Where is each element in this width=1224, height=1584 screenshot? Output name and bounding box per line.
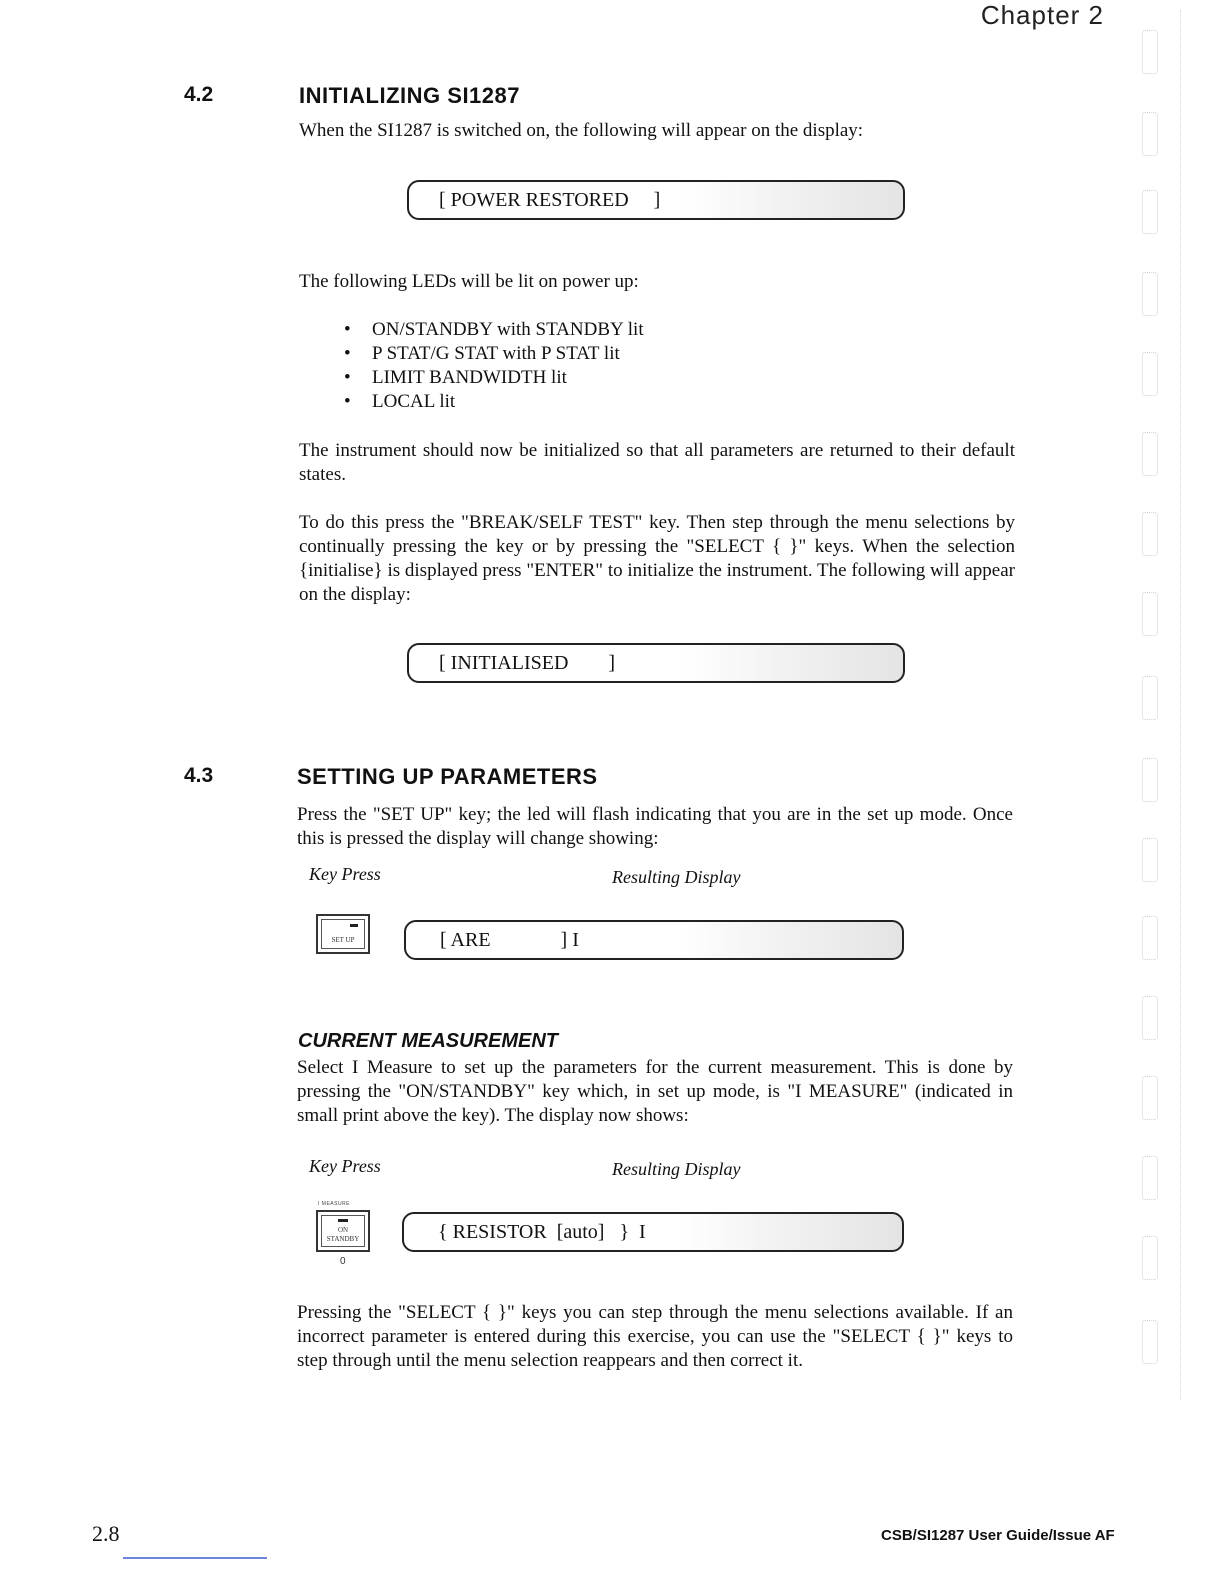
key-label-line2: STANDBY — [326, 1235, 360, 1243]
current-measurement-heading: CURRENT MEASUREMENT — [298, 1030, 558, 1052]
current-measurement-paragraph: Select I Measure to set up the parameters for the current measurement. This is done by pressing the "ON/STANDBY" key which, in set up mode, is "I MEASURE" (indicated in small print above the key). The display now shows: — [297, 1057, 1013, 1126]
list-item: • LIMIT BANDWIDTH lit — [372, 366, 644, 390]
lcd-text: [ POWER RESTORED ] — [439, 189, 661, 211]
list-item: • P STAT/G STAT with P STAT lit — [372, 342, 644, 366]
lcd-text: [ INITIALISED ] — [439, 652, 616, 674]
resulting-display-label-2: Resulting Display — [612, 1159, 741, 1179]
key-label-line1: ON — [337, 1226, 349, 1234]
section-title-setting-up: SETTING UP PARAMETERS — [297, 764, 598, 789]
chapter-header: Chapter 2 — [980, 0, 1104, 30]
setup-key-icon — [316, 914, 370, 954]
key-press-label: Key Press — [309, 864, 381, 884]
setup-key-label: SET UP — [331, 936, 355, 944]
led-list — [372, 318, 644, 414]
page-number: 2.8 — [92, 1521, 120, 1546]
lcd-display-power-restored — [407, 180, 905, 220]
lcd-display-are — [404, 920, 904, 960]
list-item: • ON/STANDBY with STANDBY lit — [372, 318, 644, 342]
select-paragraph: Pressing the "SELECT { }" keys you can step through the menu selections available. If an incorrect parameter is entered during this exercise, you can use the "SELECT { }" keys to step through until the menu selection reappears and then correct it. — [297, 1302, 1013, 1371]
section-number-4-3: 4.3 — [184, 764, 214, 787]
document-id: CSB/SI1287 User Guide/Issue AF — [881, 1527, 1115, 1544]
setup-intro-paragraph: Press the "SET UP" key; the led will flash indicating that you are in the set up mode. Once this is pressed the display will change showing: — [297, 804, 1013, 849]
scan-edge-marks — [1138, 20, 1184, 1400]
key-below-label: 0 — [340, 1256, 346, 1267]
lcd-text: { RESISTOR [auto] } I — [438, 1221, 646, 1243]
initialize-paragraph: The instrument should now be initialized so that all parameters are returned to their default states. — [299, 440, 1015, 485]
steps-paragraph: To do this press the "BREAK/SELF TEST" key. Then step through the menu selections by continually pressing the key or by pressing the "SELECT { }" keys. When the selection {initialise} is displayed press "ENTER" to initialize the instrument. The following will appear on the display: — [299, 512, 1015, 605]
lcd-display-initialised — [407, 643, 905, 683]
list-item: • LOCAL lit — [372, 390, 644, 414]
leds-intro-paragraph: The following LEDs will be lit on power up: — [299, 271, 639, 292]
section-number-4-2: 4.2 — [184, 83, 214, 106]
key-led-indicator — [338, 1219, 348, 1222]
key-press-label-2: Key Press — [309, 1156, 381, 1176]
resulting-display-label: Resulting Display — [612, 867, 741, 887]
lcd-display-resistor — [402, 1212, 904, 1252]
key-led-indicator — [350, 924, 358, 927]
on-standby-key-icon — [316, 1210, 370, 1252]
lcd-text: [ ARE ] I — [440, 929, 579, 951]
section-title-initializing: INITIALIZING SI1287 — [299, 83, 520, 108]
footer-rule — [123, 1557, 267, 1559]
scan-edge-line — [1180, 10, 1181, 1400]
intro-paragraph: When the SI1287 is switched on, the following will appear on the display: — [299, 120, 864, 141]
key-top-label: I MEASURE — [318, 1201, 351, 1207]
